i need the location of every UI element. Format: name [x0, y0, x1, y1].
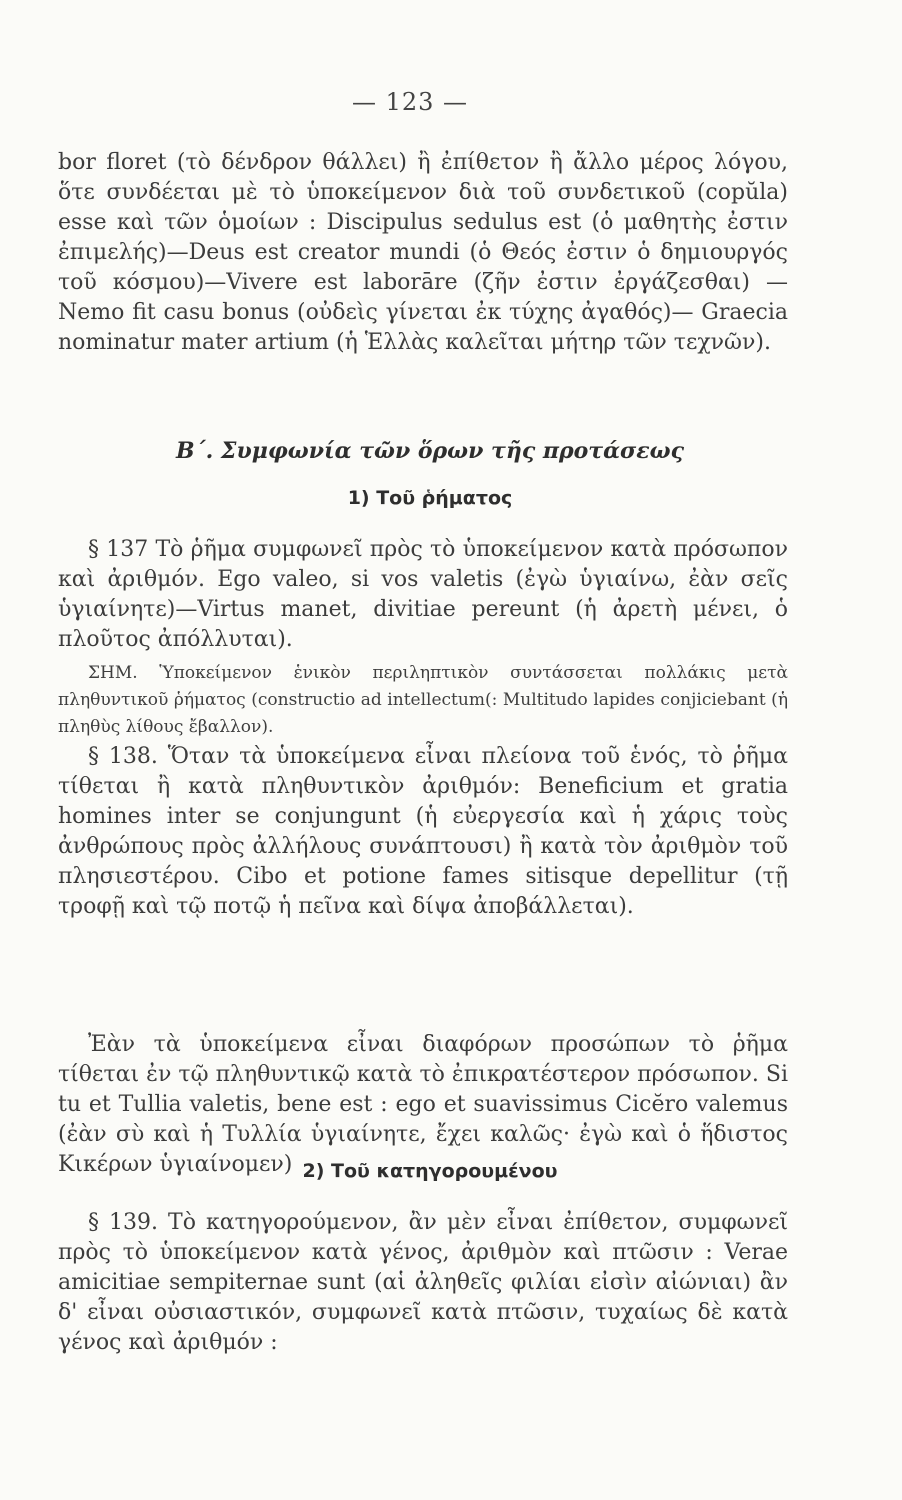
- page-number: — 123 —: [351, 88, 469, 116]
- paragraph-138: § 138. Ὅταν τὰ ὑποκείμενα εἶναι πλείονα τοῦ ἑνός, τὸ ῥῆμα τίθεται ἢ κατὰ πληθυντικὸν ἀριθμόν: Beneficium et gratia homines inter se conjungunt (ἡ εὐεργεσία καὶ ἡ χάρις τοὺς ἀνθρώπους πρὸς ἀλλήλους συνάπτουσι) ἢ κατὰ τὸν ἀριθμὸν τοῦ πλησιεστέρου. Cibo et potione fames sitisque depellitur (τῇ τροφῇ καὶ τῷ ποτῷ ἡ πεῖνα καὶ δίψα ἀποβάλλεται).: [58, 744, 788, 919]
- subheading-predicate: 2) Τοῦ κατηγορουμένου: [302, 1160, 558, 1182]
- paragraph-continued: bor floret (τὸ δένδρον θάλλει) ἢ ἐπίθετον ἢ ἄλλο μέρος λόγου, ὅτε συνδέεται μὲ τὸ ὑποκείμενον διὰ τοῦ συνδετικοῦ (copŭla) esse καὶ τῶν ὁμοίων : Discipulus sedulus est (ὁ μαθητὴς ἐστιν ἐπιμελής)—Deus est creator mundi (ὁ Θεός ἐστιν ὁ δημιουργός τοῦ κόσμου)—Vivere est laborāre (ζῆν ἐστιν ἐργάζεσθαι) —Nemo fit casu bonus (οὐδεὶς γίνεται ἐκ τύχης ἀγαθός)— Graecia nominatur mater artium (ἡ Ἑλλὰς καλεῖται μήτηρ τῶν τεχνῶν).: [58, 150, 788, 355]
- subheading-verb: 1) Τοῦ ῥήματος: [347, 487, 513, 509]
- paragraph-139: § 139. Τὸ κατηγορούμενον, ἂν μὲν εἶναι ἐπίθετον, συμφωνεῖ πρὸς τὸ ὑποκείμενον κατὰ γένος, ἀριθμὸν καὶ πτῶσιν : Verae amicitiae sempiternae sunt (αἱ ἀληθεῖς φιλίαι εἰσὶν αἰώνιαι) ἂν δ' εἶναι οὐσιαστικόν, συμφωνεῖ κατὰ πτῶσιν, τυχαίως δὲ κατὰ γένος καὶ ἀριθμόν :: [58, 1210, 788, 1355]
- section-title-agreement: Β΄. Συμφωνία τῶν ὅρων τῆς προτάσεως: [176, 438, 684, 464]
- paragraph-137: § 137 Τὸ ῥῆμα συμφωνεῖ πρὸς τὸ ὑποκείμενον κατὰ πρόσωπον καὶ ἀριθμόν. Ego valeo, si vos valetis (ἐγὼ ὑγιαίνω, ἐὰν σεῖς ὑγιαίνητε)—Virtus manet, divitiae pereunt (ἡ ἀρετὴ μένει, ὁ πλοῦτος ἀπόλλυται).: [58, 537, 788, 652]
- paragraph-138-continued: Ἐὰν τὰ ὑποκείμενα εἶναι διαφόρων προσώπων τὸ ῥῆμα τίθεται ἐν τῷ πληθυντικῷ κατὰ τὸ ἐπικρατέστερον πρόσωπον. Si tu et Tullia valetis, bene est : ego et suavissimus Cicĕro valemus (ἐὰν σὺ καὶ ἡ Τυλλία ὑγιαίνητε, ἔχει καλῶς· ἐγὼ καὶ ὁ ἥδιστος Κικέρων ὑγιαίνομεν): [58, 1032, 788, 1177]
- note-paragraph: ΣΗΜ. Ὑποκείμενον ἑνικὸν περιληπτικὸν συντάσσεται πολλάκις μετὰ πληθυντικοῦ ῥήματος (constructio ad intellectum(: Multitudo lapides conjiciebant (ἡ πληθὺς λίθους ἔβαλλον).: [58, 663, 788, 737]
